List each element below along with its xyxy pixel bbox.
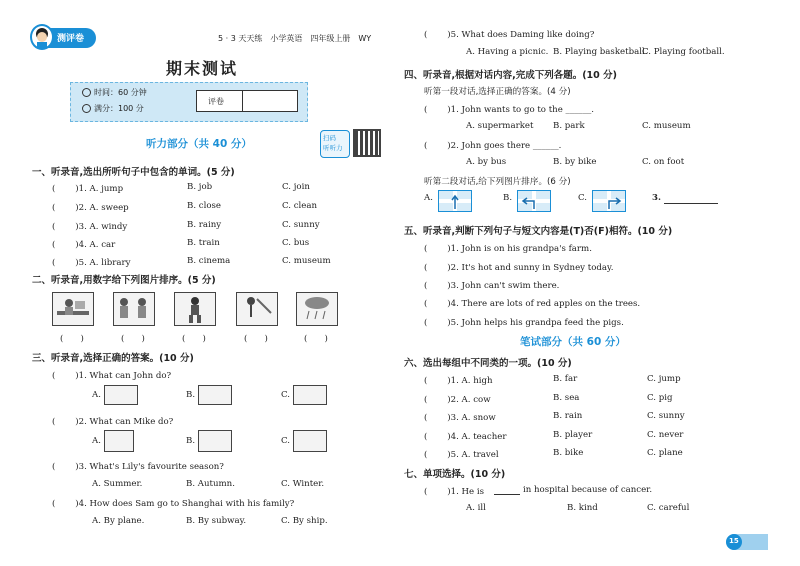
picture-5-rain [296,292,338,326]
s3-q1: ( )1. What can John do? [52,371,172,381]
s7-q1-blank[interactable] [494,494,520,495]
s6-row2-c: C. pig [647,393,673,403]
s3-q5: ( )5. What does Daming like doing? [424,30,595,40]
s3-q2-b-picture [198,430,232,452]
s6-row2-a: ( )2. A. cow [424,395,491,405]
grading-label: 评卷 [208,97,224,106]
s6-row1-a: ( )1. A. high [424,376,493,386]
s2-bracket-3: ( ) [182,334,206,344]
section-7-title: 七、单项选择。(10 分) [404,469,506,480]
s1-row4-a: ( )4. A. car [52,240,116,250]
s2-bracket-2: ( ) [121,334,145,344]
s1-row1-a: ( )1. A. jump [52,184,124,194]
picture-4-playing [236,292,278,326]
s1-row1-c: C. join [282,182,310,192]
section-6-title: 六、选出每组中不同类的一项。(10 分) [404,358,572,369]
s4-map-c-label: C. [578,193,588,203]
s3-q3-a: A. Summer. [92,479,143,489]
s4-part1-instruction: 听第一段对话,选择正确的答案。(4 分) [424,87,571,97]
s1-row2-c: C. clean [282,201,318,211]
s6-row1-c: C. jump [647,374,681,384]
score-icon [82,104,91,113]
s3-q2: ( )2. What can Mike do? [52,417,174,427]
s7-q1-a: A. ill [466,503,486,513]
writing-section-title: 笔试部分（共 60 分） [520,336,626,348]
s6-row3-b: B. rain [553,411,583,421]
section-2-title: 二、听录音,用数字给下列图片排序。(5 分) [32,275,216,286]
exam-score: 满分：100 分 [94,104,144,113]
s3-q2-c-picture [293,430,327,452]
s3-q4-c: C. By ship. [281,516,328,526]
s4-q2-c: C. on foot [642,157,685,167]
s2-bracket-4: ( ) [244,334,268,344]
s3-q3-b: B. Autumn. [186,479,235,489]
section-3-title: 三、听录音,选择正确的答案。(10 分) [32,353,194,364]
s4-q1-b: B. park [553,121,585,131]
s1-row3-c: C. sunny [282,220,320,230]
avatar-icon [30,24,54,50]
s3-q2-c-label: C. [281,436,291,446]
s3-q5-b: B. Playing basketball. [553,47,648,57]
s1-row5-c: C. museum [282,256,331,266]
s3-q4-b: B. By subway. [186,516,247,526]
s7-q1-start: ( )1. He is [424,487,485,497]
s7-q1-end: in hospital because of cancer. [523,485,653,495]
s6-row4-a: ( )4. A. teacher [424,432,507,442]
s4-part2-instruction: 听第二段对话,给下列图片排序。(6 分) [424,177,571,187]
s3-q2-a-label: A. [92,436,101,446]
s4-map-c [592,190,626,212]
s4-map-a [438,190,472,212]
s6-row4-b: B. player [553,430,593,440]
s3-q1-b-label: B. [186,390,196,400]
s4-map-a-label: A. [424,193,433,203]
s4-q2: ( )2. John goes there ______. [424,141,562,151]
s4-map-b-label: B. [503,193,513,203]
s3-q4-a: A. By plane. [92,516,145,526]
s1-row3-a: ( )3. A. windy [52,222,128,232]
s4-q1-a: A. supermarket [466,121,534,131]
s3-q2-a-picture [104,430,134,452]
header-badge-label: 测评卷 [57,34,85,44]
listening-section-title: 听力部分（共 40 分） [146,138,252,150]
section-1-title: 一、听录音,选出所听句子中包含的单词。(5 分) [32,167,235,178]
s6-row4-c: C. never [647,430,684,440]
s6-row5-c: C. plane [647,448,683,458]
s2-bracket-1: ( ) [60,334,84,344]
s3-q3: ( )3. What's Lily's favourite season? [52,462,224,472]
clock-icon [82,88,91,97]
s7-q1-b: B. kind [567,503,598,513]
s5-row5: ( )5. John helps his grandpa feed the pigs. [424,318,624,328]
s5-row4: ( )4. There are lots of red apples on the trees. [424,299,641,309]
s1-row5-b: B. cinema [187,256,231,266]
grading-divider [242,90,243,112]
s1-row2-a: ( )2. A. sweep [52,203,129,213]
s3-q1-a-label: A. [92,390,101,400]
picture-3-athlete [174,292,216,326]
s6-row1-b: B. far [553,374,578,384]
exam-time: 时间：60 分钟 [94,88,147,97]
s4-q1-c: C. museum [642,121,691,131]
s3-q1-c-label: C. [281,390,291,400]
s6-row3-a: ( )3. A. snow [424,413,496,423]
exam-title: 期末测试 [166,59,239,78]
s3-q2-b-label: B. [186,436,196,446]
s1-row3-b: B. rainy [187,220,222,230]
picture-1-reading [52,292,94,326]
s1-row1-b: B. job [187,182,213,192]
qr-code[interactable] [353,129,381,157]
s4-q2-a: A. by bus [466,157,507,167]
s7-q1-c: C. careful [647,503,690,513]
section-4-title: 四、听录音,根据对话内容,完成下列各题。(10 分) [404,70,617,81]
s3-q3-c: C. Winter. [281,479,325,489]
series-label: 5 · 3 天天练 小学英语 四年级上册 WY [218,34,372,43]
s4-map-3-label: 3. [652,193,661,203]
s6-row5-a: ( )5. A. travel [424,450,499,460]
s4-q2-b: B. by bike [553,157,597,167]
s1-row4-b: B. train [187,238,220,248]
s2-bracket-5: ( ) [304,334,328,344]
s5-row2: ( )2. It's hot and sunny in Sydney today. [424,263,614,273]
s1-row4-c: C. bus [282,238,310,248]
s6-row3-c: C. sunny [647,411,685,421]
s3-q1-b-picture [198,385,232,405]
s1-row2-b: B. close [187,201,222,211]
section-5-title: 五、听录音,判断下列句子与短文内容是(T)否(F)相符。(10 分) [404,226,673,237]
s4-q1: ( )1. John wants to go to the ______. [424,105,595,115]
s3-q1-a-picture [104,385,138,405]
s5-row3: ( )3. John can't swim there. [424,281,560,291]
picture-2-family [113,292,155,326]
s5-row1: ( )1. John is on his grandpa's farm. [424,244,592,254]
s3-q1-c-picture [293,385,327,405]
s6-row5-b: B. bike [553,448,584,458]
s4-map-b [517,190,551,212]
s6-row2-b: B. sea [553,393,580,403]
s3-q4: ( )4. How does Sam go to Shanghai with his family? [52,499,295,509]
page-number: 15 [729,537,739,545]
s3-q5-a: A. Having a picnic. [466,47,549,57]
s4-map-3-blank[interactable] [664,203,718,204]
s1-row5-a: ( )5. A. library [52,258,131,268]
s3-q5-c: C. Playing football. [642,47,725,57]
qr-label: 扫码 听听力 [323,134,343,152]
